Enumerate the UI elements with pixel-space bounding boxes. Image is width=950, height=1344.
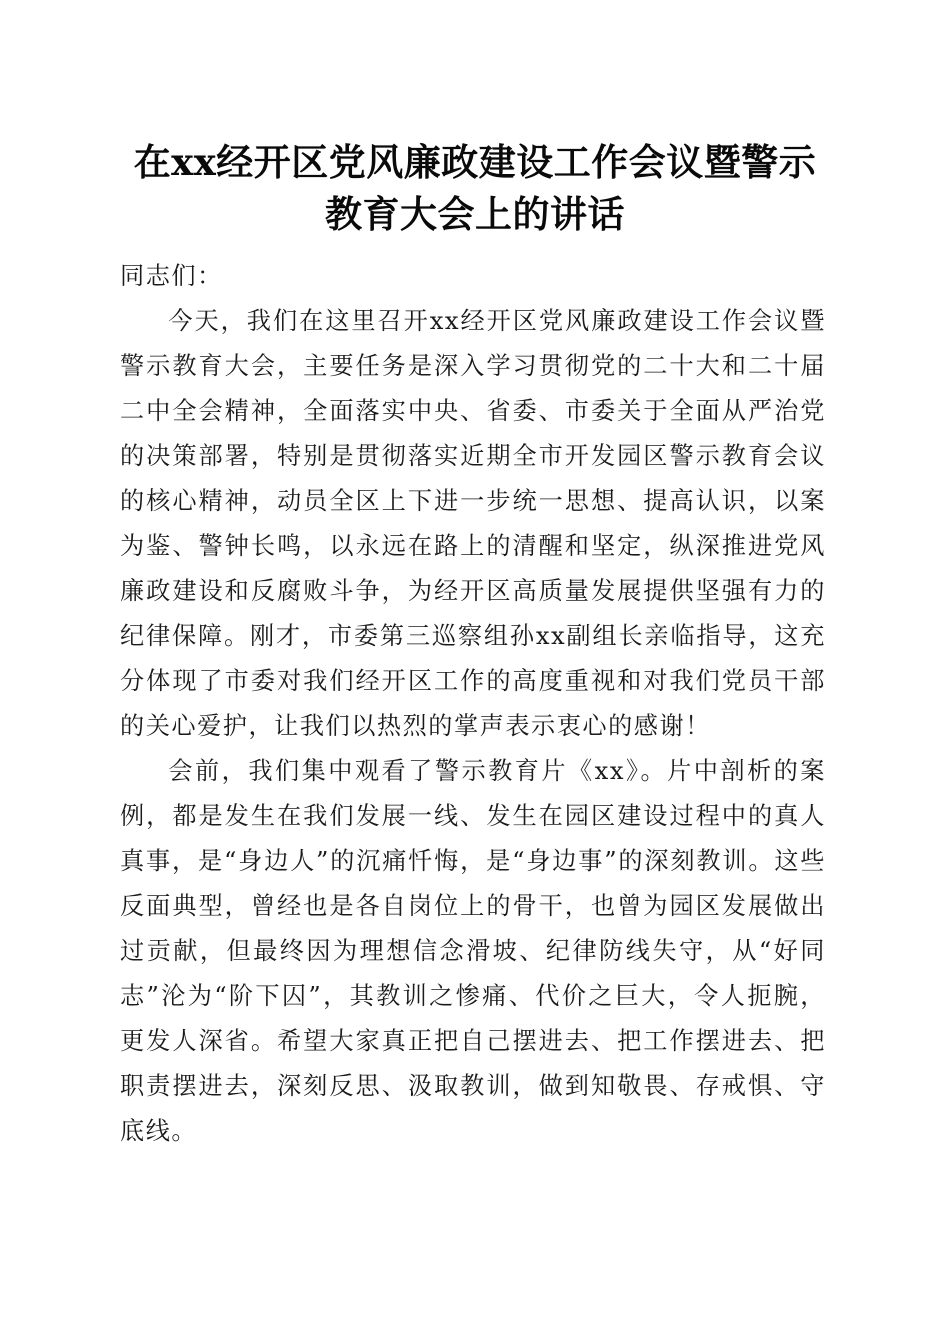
document-title: 在xx经开区党风廉政建设工作会议暨警示教育大会上的讲话 (133, 140, 817, 236)
paragraph-warning-film: 会前，我们集中观看了警示教育片《xx》。片中剖析的案例，都是发生在我们发展一线、发生在园区建设过程中的真人真事，是“身边人”的沉痛忏悔，是“身边事”的深刻教训。这些反面典型，曾经也是各自岗位上的骨干，也曾为园区发展做出过贡献，但最终因为理想信念滑坡、纪律防线失守，从“好同志”沦为“阶下囚”，其教训之惨痛、代价之巨大，令人扼腕，更发人深省。希望大家真正把自己摆进去、把工作摆进去、把职责摆进去，深刻反思、汲取教训，做到知敬畏、存戒惧、守底线。 (120, 757, 826, 1145)
document-body (120, 254, 826, 1154)
salutation: 同志们： (120, 262, 223, 290)
paragraph-opening: 今天，我们在这里召开xx经开区党风廉政建设工作会议暨警示教育大会，主要任务是深入学习贯彻党的二十大和二十届二中全会精神，全面落实中央、省委、市委关于全面从严治党的决策部署，特别是贯彻落实近期全市开发园区警示教育会议的核心精神，动员全区上下进一步统一思想、提高认识，以案为鉴、警钟长鸣，以永远在路上的清醒和坚定，纵深推进党风廉政建设和反腐败斗争，为经开区高质量发展提供坚强有力的纪律保障。刚才，市委第三巡察组孙xx副组长亲临指导，这充分体现了市委对我们经开区工作的高度重视和对我们党员干部的关心爱护，让我们以热烈的掌声表示衷心的感谢！ (120, 307, 826, 740)
